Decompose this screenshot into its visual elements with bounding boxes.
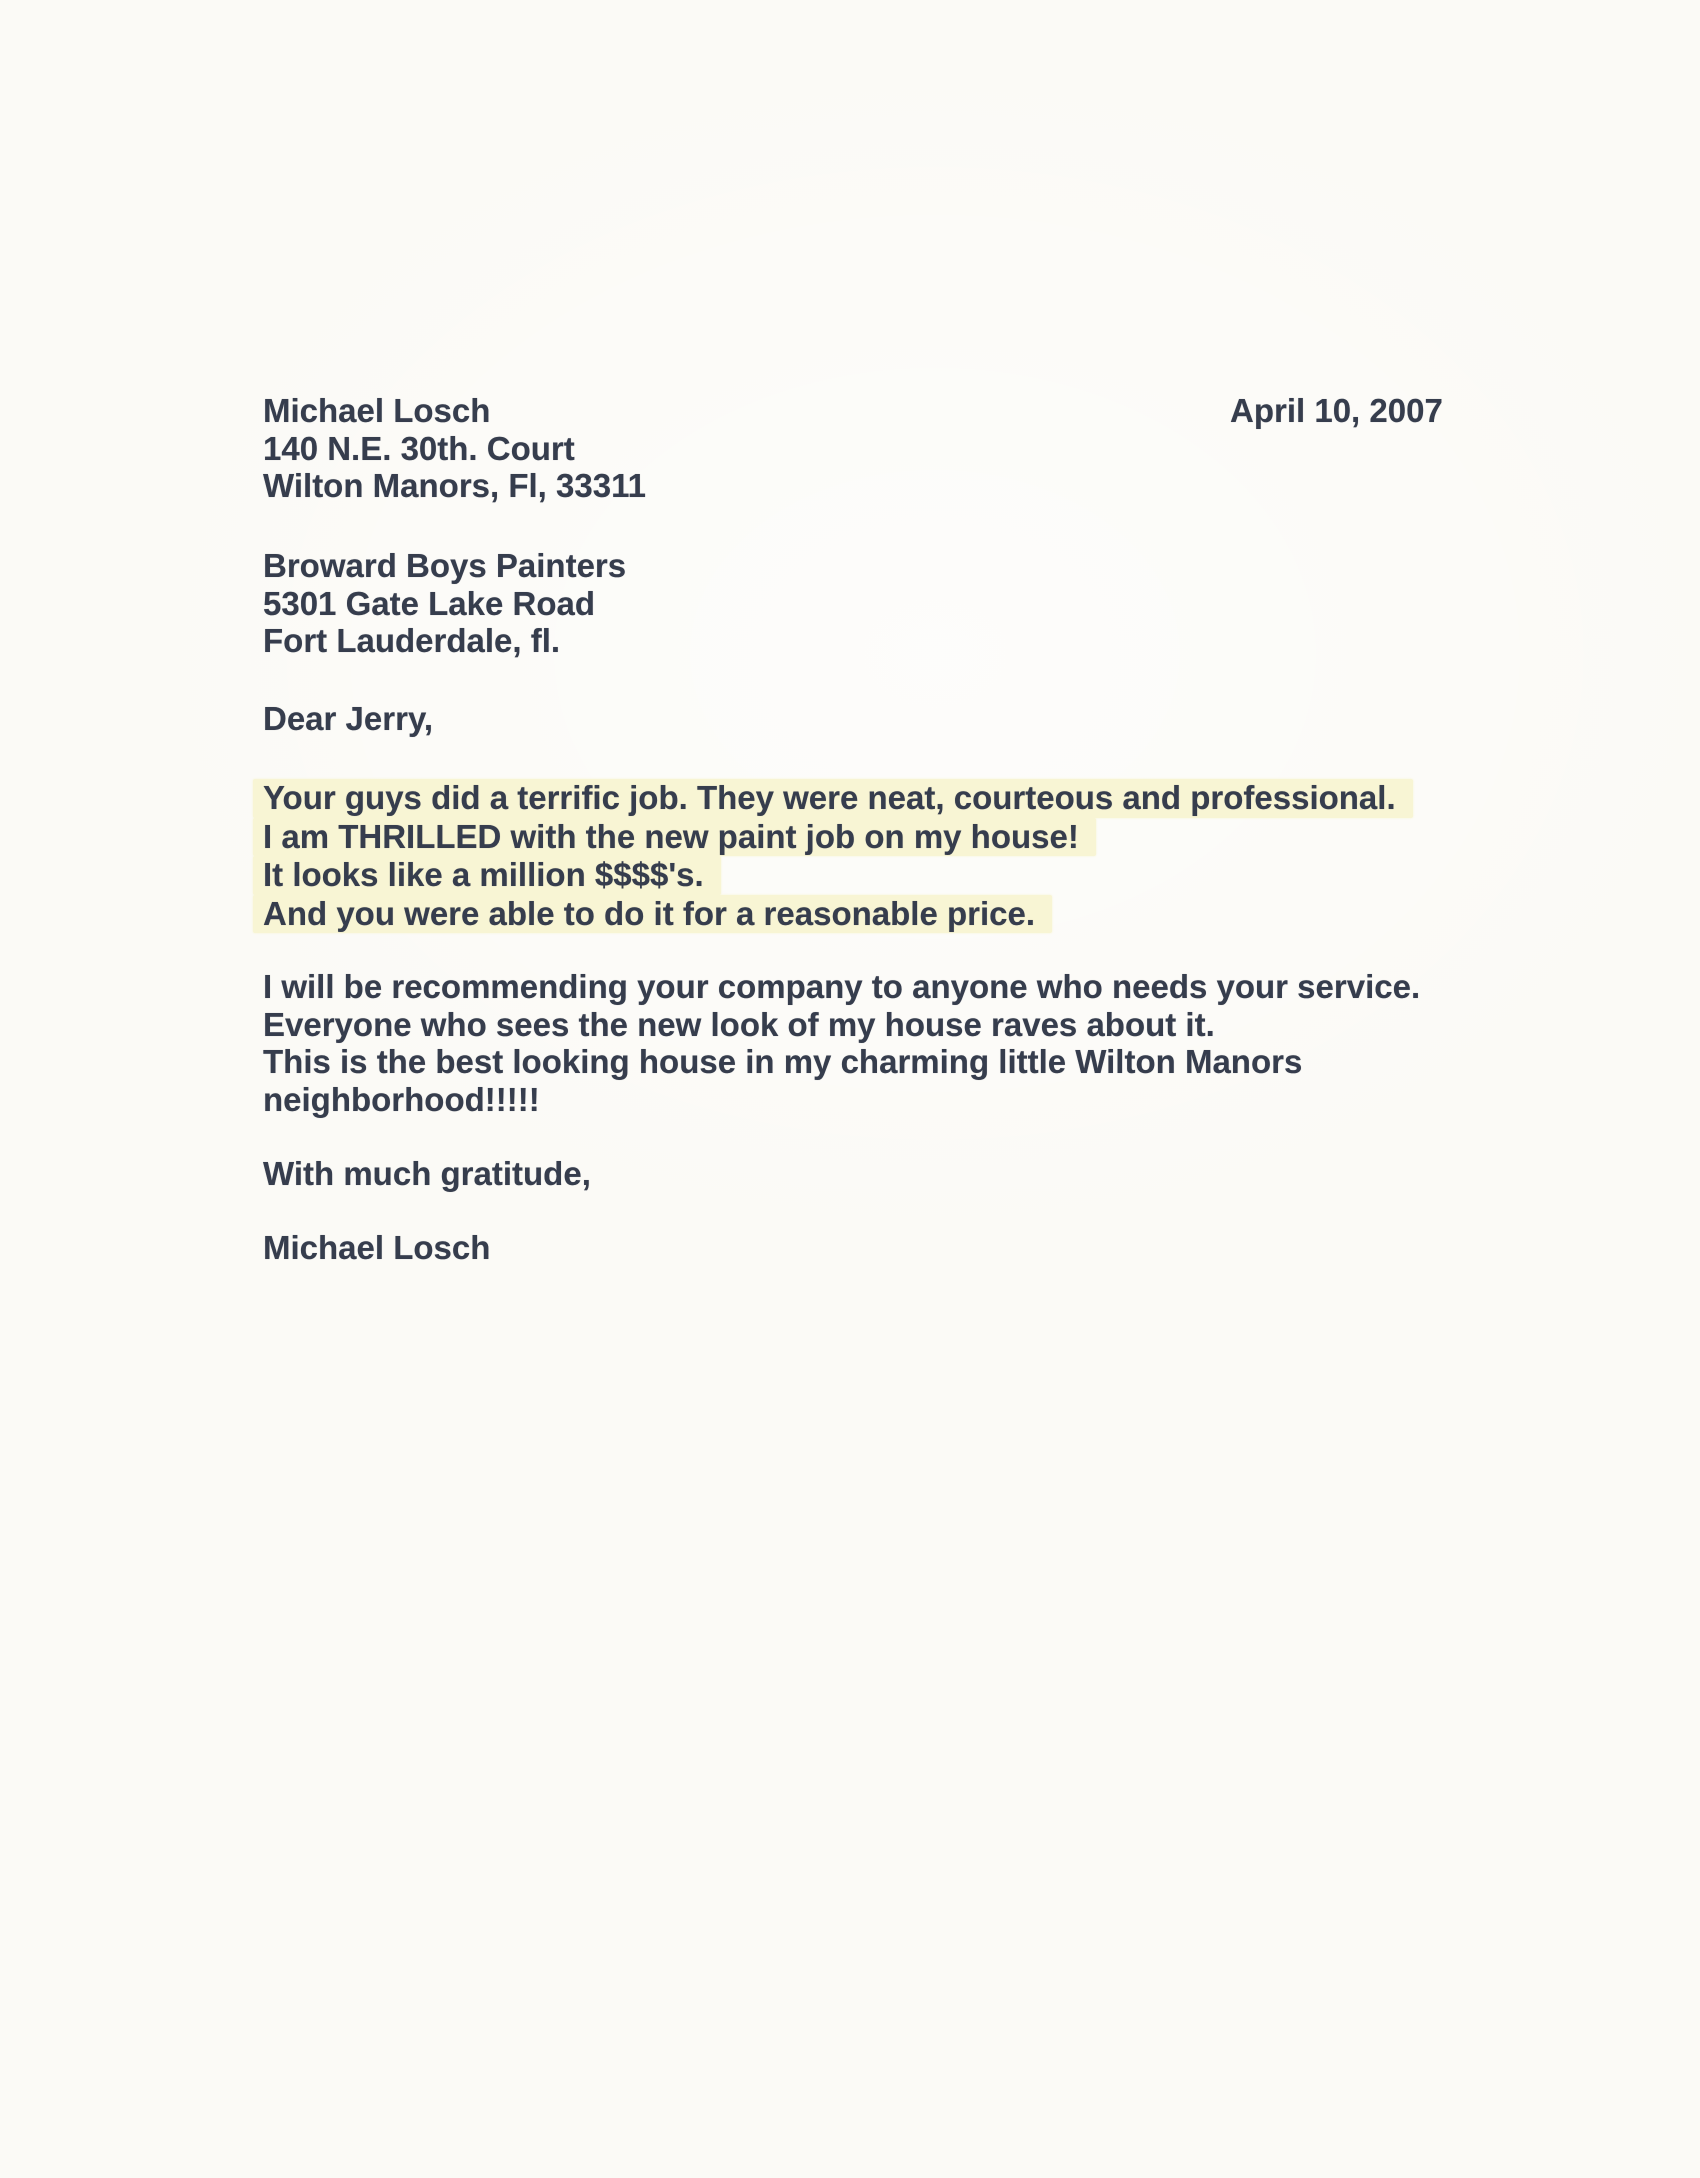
recipient-name: Broward Boys Painters — [263, 547, 627, 584]
body-line: This is the best looking house in my charming little Wilton Manors — [263, 1043, 1303, 1080]
salutation: Dear Jerry, — [263, 700, 434, 737]
recipient-address-block — [263, 547, 626, 660]
recipient-address-line2: Fort Lauderdale, fl. — [263, 622, 561, 659]
testimonial-highlighted-paragraph — [263, 779, 1413, 933]
highlight-span: I am THRILLED with the new paint job on my house! — [253, 818, 1096, 857]
body-line: neighborhood!!!!! — [263, 1080, 540, 1118]
testimonial-line — [263, 818, 1413, 857]
body-line: Everyone who sees the new look of my house raves about it. — [263, 1005, 1215, 1043]
testimonial-line — [263, 895, 1413, 934]
highlight-span: Your guys did a terrific job. They were neat, courteous and professional. — [253, 779, 1413, 818]
testimonial-line — [263, 856, 1413, 895]
signature-name: Michael Losch — [263, 1229, 491, 1266]
letter-date: April 10, 2007 — [1230, 392, 1443, 429]
sender-address-block — [263, 392, 646, 505]
sender-address-line1: 140 N.E. 30th. Court — [263, 429, 575, 467]
body-line: I will be recommending your company to anyone who needs your service. — [263, 968, 1421, 1005]
highlight-span: It looks like a million $$$$'s. — [253, 856, 721, 895]
sender-name: Michael Losch — [263, 392, 491, 429]
recommendation-paragraph — [263, 968, 1420, 1118]
highlight-span: And you were able to do it for a reasonable price. — [253, 895, 1052, 934]
testimonial-line — [263, 779, 1413, 818]
closing: With much gratitude, — [263, 1155, 591, 1192]
sender-address-line2: Wilton Manors, Fl, 33311 — [263, 467, 646, 504]
recipient-address-line1: 5301 Gate Lake Road — [263, 584, 595, 622]
